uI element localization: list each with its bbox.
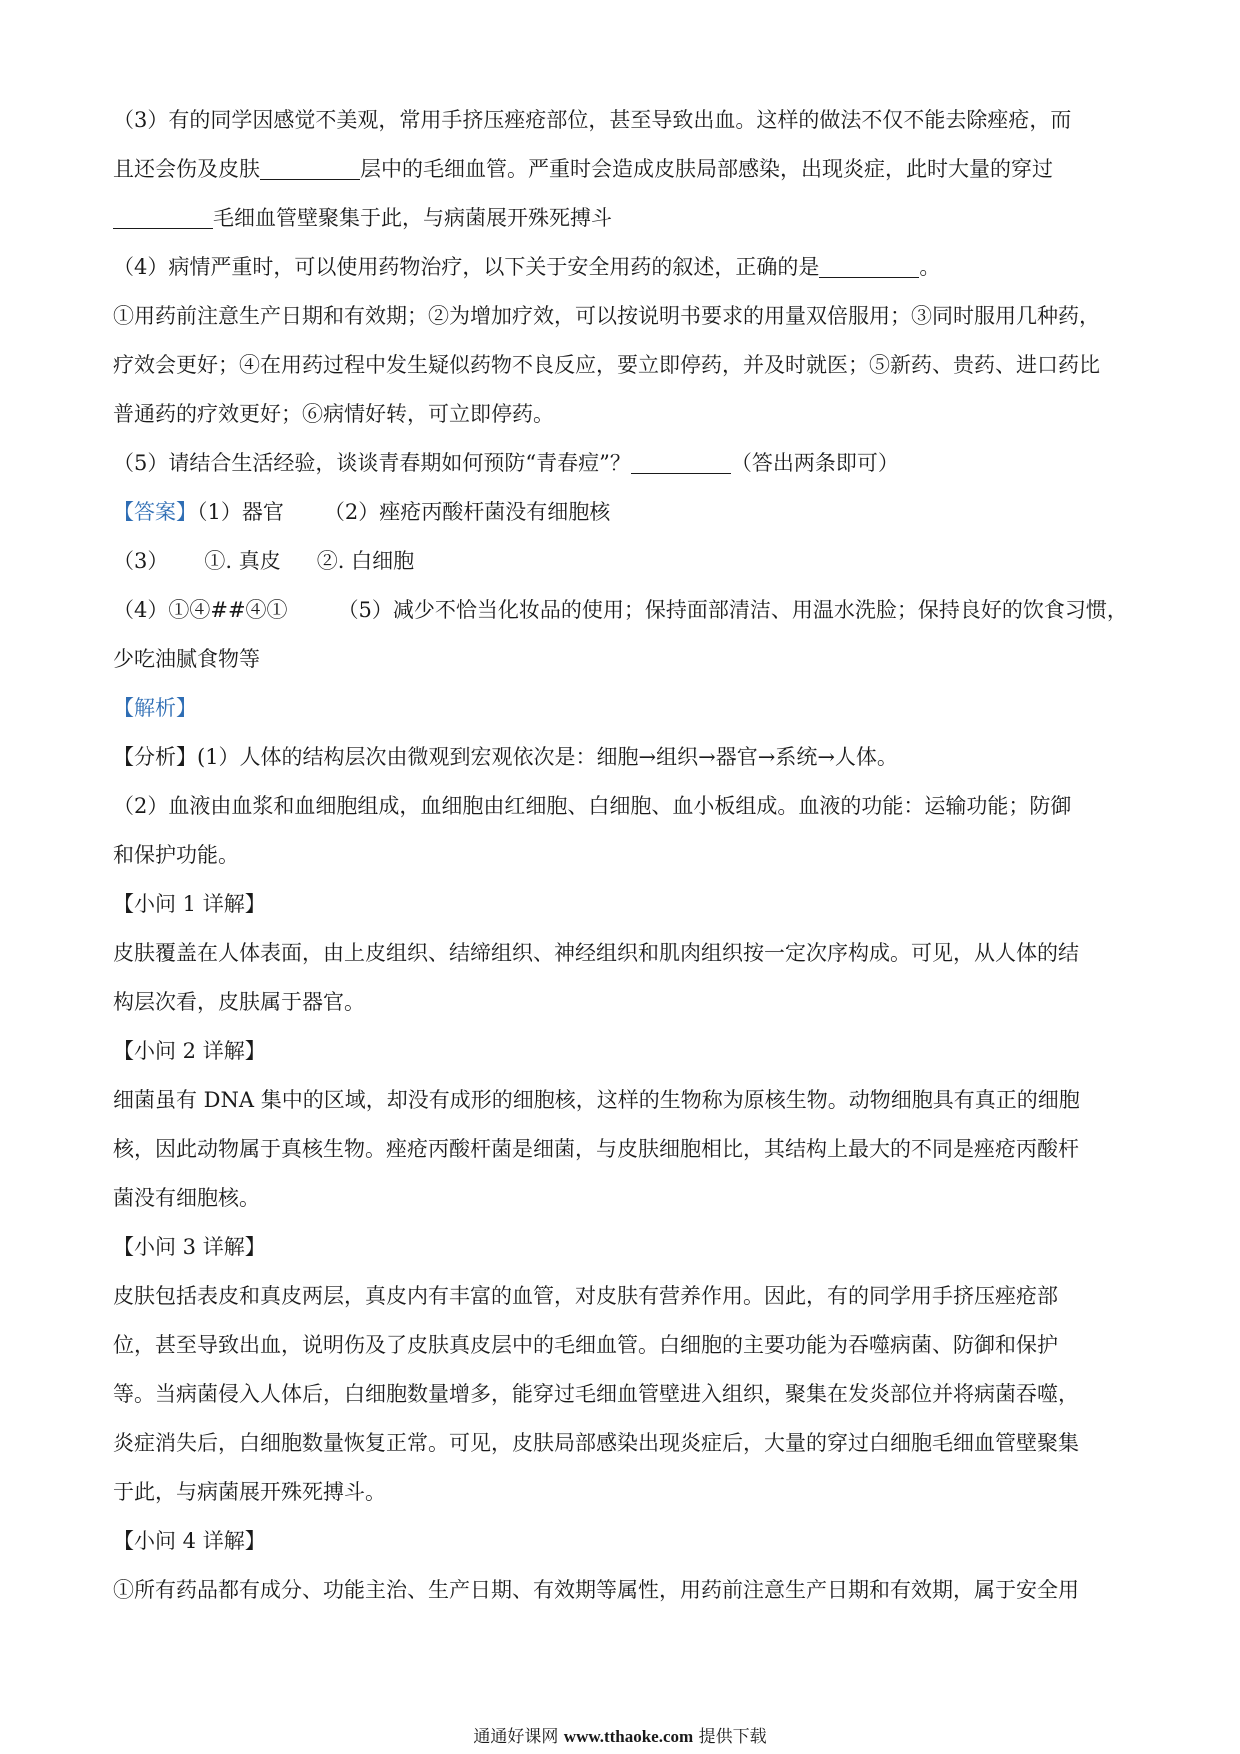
detail-3-line-1 [113,1272,1133,1321]
answer-3: （3） [113,549,169,573]
answer-2: （2）痤疮丙酸杆菌没有细胞核 [323,500,611,524]
section-title: 【小问 1 详解】 [113,892,266,916]
text: 皮肤覆盖在人体表面，由上皮组织、结缔组织、神经组织和肌肉组织按一定次序构成。可见，从人体的结 [113,941,1079,965]
answer-3-part-2: ②. 白细胞 [316,549,415,573]
text: （5）请结合生活经验，谈谈青春期如何预防“青春痘”？ [113,451,631,475]
detail-1-line-2 [113,978,1133,1027]
question-4-line-3 [113,341,1133,390]
answer-5: （5）减少不恰当化妆品的使用；保持面部清洁、用温水洗脸；保持良好的饮食习惯， [337,598,1128,622]
detail-1-line-1 [113,929,1133,978]
answer-blank [631,451,731,474]
text: ①所有药品都有成分、功能主治、生产日期、有效期等属性，用药前注意生产日期和有效期，属于安全用 [113,1578,1079,1602]
text: 于此，与病菌展开殊死搏斗。 [113,1480,386,1504]
section-title: 【小问 3 详解】 [113,1235,266,1259]
answer-5-continued: 少吃油腻食物等 [113,647,260,671]
text: 菌没有细胞核。 [113,1186,260,1210]
analysis-heading [113,684,1133,733]
detail-4-line-1 [113,1566,1133,1615]
detail-4-title [113,1517,1133,1566]
text: 构层次看，皮肤属于器官。 [113,990,365,1014]
detail-2-line-1 [113,1076,1133,1125]
text: （4）病情严重时，可以使用药物治疗，以下关于安全用药的叙述，正确的是 [113,255,820,279]
answer-4: （4）①④##④① [113,598,288,622]
answer-line-1 [113,488,1133,537]
answer-line-3 [113,586,1133,635]
answer-blank [819,255,919,278]
text: 疗效会更好；④在用药过程中发生疑似药物不良反应，要立即停药，并及时就医；⑤新药、贵药、进口药比 [113,353,1100,377]
question-4-line-1 [113,243,1133,292]
text: 【分析】(1）人体的结构层次由微观到宏观依次是：细胞→组织→器官→系统→人体。 [113,745,898,769]
text: （2）血液由血浆和血细胞组成，血细胞由红细胞、白细胞、血小板组成。血液的功能：运输功能；防御 [113,794,1072,818]
text: 核，因此动物属于真核生物。痤疮丙酸杆菌是细菌，与皮肤细胞相比，其结构上最大的不同是痤疮丙酸杆 [113,1137,1079,1161]
footer-suffix: 提供下载 [698,1727,767,1747]
detail-3-line-3 [113,1370,1133,1419]
question-3-line-1 [113,96,1133,145]
question-5-line-1 [113,439,1133,488]
page-footer [0,1722,1240,1747]
text: 层中的毛细血管。严重时会造成皮肤局部感染，出现炎症，此时大量的穿过 [360,157,1053,181]
answer-1: （1）器官 [197,500,284,524]
answer-tag: 【答案】 [113,500,197,524]
answer-3-part-1: ①. 真皮 [204,549,281,573]
text: 皮肤包括表皮和真皮两层，真皮内有丰富的血管，对皮肤有营养作用。因此，有的同学用手挤压痤疮部 [113,1284,1058,1308]
analysis-line-3 [113,831,1133,880]
text: 细菌虽有 DNA 集中的区域，却没有成形的细胞核，这样的生物称为原核生物。动物细胞具有真正的细胞 [113,1088,1080,1112]
answer-line-2 [113,537,1133,586]
section-title: 【小问 4 详解】 [113,1529,266,1553]
detail-2-line-3 [113,1174,1133,1223]
text: 位，甚至导致出血，说明伤及了皮肤真皮层中的毛细血管。白细胞的主要功能为吞噬病菌、防御和保护 [113,1333,1058,1357]
text: ①用药前注意生产日期和有效期；②为增加疗效，可以按说明书要求的用量双倍服用；③同时服用几种药， [113,304,1100,328]
answer-blank [113,206,213,229]
text: 和保护功能。 [113,843,239,867]
analysis-line-2 [113,782,1133,831]
text: （3）有的同学因感觉不美观，常用手挤压痤疮部位，甚至导致出血。这样的做法不仅不能去除痤疮，而 [113,108,1072,132]
document-page [113,96,1133,1615]
question-3-line-3 [113,194,1133,243]
analysis-line-1 [113,733,1133,782]
question-4-line-2 [113,292,1133,341]
detail-3-line-2 [113,1321,1133,1370]
text: 毛细血管壁聚集于此，与病菌展开殊死搏斗 [213,206,612,230]
question-4-line-4 [113,390,1133,439]
footer-site-name: 通通好课网 [473,1727,559,1747]
analysis-tag: 【解析】 [113,696,197,720]
footer-url-link[interactable]: www.tthaoke.com [563,1727,694,1746]
text: （答出两条即可） [730,451,899,475]
text: 。 [919,255,941,279]
detail-3-title [113,1223,1133,1272]
detail-3-line-5 [113,1468,1133,1517]
text: 等。当病菌侵入人体后，白细胞数量增多，能穿过毛细血管壁进入组织，聚集在发炎部位并将病菌吞噬， [113,1382,1079,1406]
detail-2-line-2 [113,1125,1133,1174]
text: 且还会伤及皮肤 [113,157,260,181]
section-title: 【小问 2 详解】 [113,1039,266,1063]
text: 普通药的疗效更好；⑥病情好转，可立即停药。 [113,402,554,426]
detail-3-line-4 [113,1419,1133,1468]
answer-blank [260,157,360,180]
answer-line-4 [113,635,1133,684]
detail-1-title [113,880,1133,929]
detail-2-title [113,1027,1133,1076]
text: 炎症消失后，白细胞数量恢复正常。可见，皮肤局部感染出现炎症后，大量的穿过白细胞毛细血管壁聚集 [113,1431,1079,1455]
question-3-line-2 [113,145,1133,194]
